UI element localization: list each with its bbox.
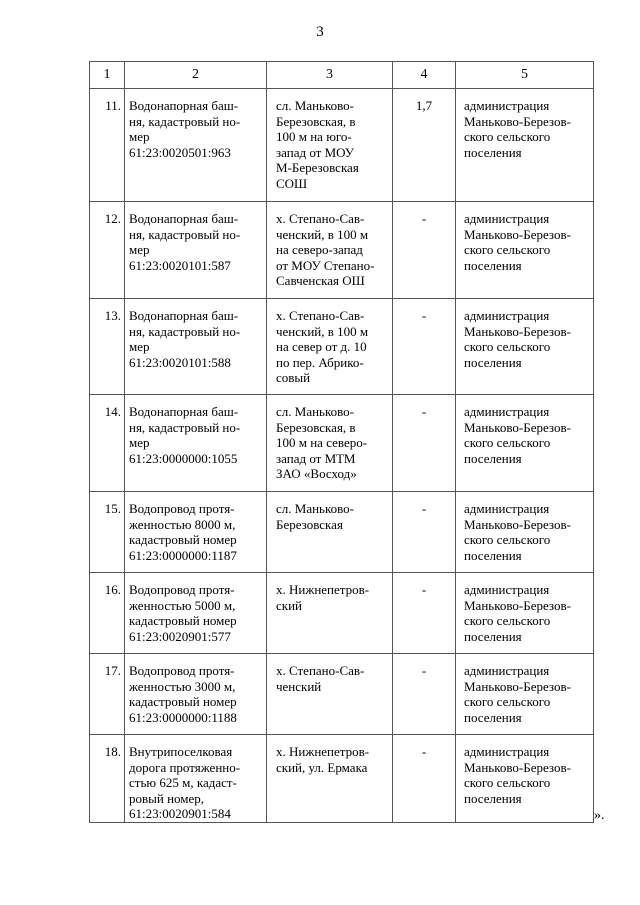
page-number: 3 bbox=[316, 24, 324, 40]
object-location: сл. Маньково- Березовская, в 100 м на северо- запад от МТМ ЗАО «Восход» bbox=[267, 395, 393, 492]
object-owner: администрация Маньково-Березов- ского сельского поселения bbox=[456, 89, 594, 202]
object-owner: администрация Маньково-Березов- ского сельского поселения bbox=[456, 299, 594, 395]
object-owner: администрация Маньково-Березов- ского сельского поселения bbox=[456, 395, 594, 492]
object-owner: администрация Маньково-Березов- ского сельского поселения bbox=[456, 654, 594, 735]
object-length: 1,7 bbox=[393, 89, 456, 202]
object-owner: администрация Маньково-Березов- ского сельского поселения bbox=[456, 202, 594, 299]
object-length: - bbox=[393, 299, 456, 395]
table-row bbox=[90, 735, 594, 823]
object-name: Внутрипоселковая дорога протяженно- стью 625 м, кадаст- ровый номер, 61:23:0020901:584 bbox=[125, 735, 267, 823]
object-location: сл. Маньково- Березовская bbox=[267, 492, 393, 573]
object-location: сл. Маньково- Березовская, в 100 м на юго- запад от МОУ М-Березовская СОШ bbox=[267, 89, 393, 202]
object-length: - bbox=[393, 202, 456, 299]
row-number: 13. bbox=[90, 299, 125, 395]
object-length: - bbox=[393, 735, 456, 823]
object-name: Водопровод протя- женностью 8000 м, кадастровый номер 61:23:0000000:1187 bbox=[125, 492, 267, 573]
row-number: 18. bbox=[90, 735, 125, 823]
object-length: - bbox=[393, 492, 456, 573]
row-number: 11. bbox=[90, 89, 125, 202]
object-owner: администрация Маньково-Березов- ского сельского поселения bbox=[456, 573, 594, 654]
column-header: 4 bbox=[393, 62, 456, 89]
object-name: Водонапорная баш- ня, кадастровый но- мер 61:23:0020501:963 bbox=[125, 89, 267, 202]
property-table bbox=[89, 61, 594, 823]
table-row bbox=[90, 492, 594, 573]
row-number: 12. bbox=[90, 202, 125, 299]
row-number: 16. bbox=[90, 573, 125, 654]
column-header: 1 bbox=[90, 62, 125, 89]
object-name: Водопровод протя- женностью 5000 м, кадастровый номер 61:23:0020901:577 bbox=[125, 573, 267, 654]
table-row bbox=[90, 299, 594, 395]
row-number: 15. bbox=[90, 492, 125, 573]
object-length: - bbox=[393, 573, 456, 654]
object-location: х. Нижнепетров- ский, ул. Ермака bbox=[267, 735, 393, 823]
object-name: Водонапорная баш- ня, кадастровый но- мер 61:23:0020101:588 bbox=[125, 299, 267, 395]
row-number: 17. bbox=[90, 654, 125, 735]
object-location: х. Степано-Сав- ченский, в 100 м на север от д. 10 по пер. Абрико- совый bbox=[267, 299, 393, 395]
table-row bbox=[90, 89, 594, 202]
object-name: Водонапорная баш- ня, кадастровый но- мер 61:23:0020101:587 bbox=[125, 202, 267, 299]
table-row bbox=[90, 202, 594, 299]
object-name: Водопровод протя- женностью 3000 м, кадастровый номер 61:23:0000000:1188 bbox=[125, 654, 267, 735]
closing-quote: ». bbox=[594, 808, 605, 823]
column-header: 5 bbox=[456, 62, 594, 89]
object-name: Водонапорная баш- ня, кадастровый но- мер 61:23:0000000:1055 bbox=[125, 395, 267, 492]
column-header: 2 bbox=[125, 62, 267, 89]
object-location: х. Степано-Сав- ченский bbox=[267, 654, 393, 735]
table-row bbox=[90, 395, 594, 492]
object-length: - bbox=[393, 395, 456, 492]
object-location: х. Степано-Сав- ченский, в 100 м на северо-запад от МОУ Степано- Савченская ОШ bbox=[267, 202, 393, 299]
object-owner: администрация Маньково-Березов- ского сельского поселения bbox=[456, 492, 594, 573]
object-length: - bbox=[393, 654, 456, 735]
table-header-row bbox=[90, 62, 594, 89]
table-row bbox=[90, 573, 594, 654]
object-owner: администрация Маньково-Березов- ского сельского поселения bbox=[456, 735, 594, 823]
row-number: 14. bbox=[90, 395, 125, 492]
table-row bbox=[90, 654, 594, 735]
column-header: 3 bbox=[267, 62, 393, 89]
object-location: х. Нижнепетров- ский bbox=[267, 573, 393, 654]
